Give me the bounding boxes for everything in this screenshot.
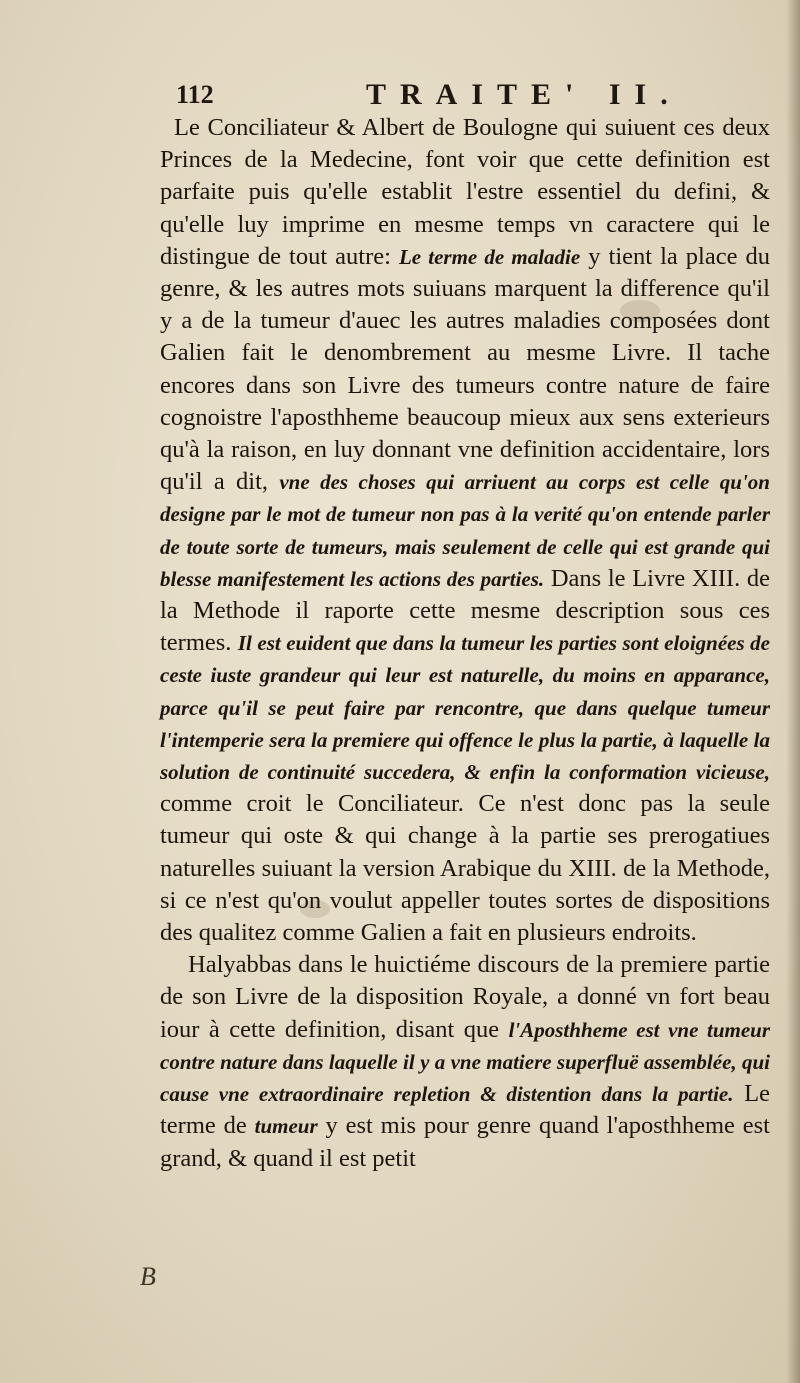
running-head (176, 78, 766, 112)
text-run: y tient la place du genre, & les autres mots suiuans marquent la difference qu'il y a de la tumeur d'auec les autres maladies composées dont Galien fait le denombrement au mesme Livre. Il tache encores dans son Livre des tumeurs contre nature de faire cognoistre l'aposthheme beaucoup mieux aux sens exterieurs qu'à la raison, en luy donnant vne definition accidentaire, lors qu'il a dit, (160, 242, 771, 496)
paragraph (160, 949, 770, 1174)
text-run: Dans le Livre XIII. de la Methode il raporte cette mesme description sous ces termes. (160, 564, 770, 657)
text-run: Halyabbas dans le huictiéme discours de la premiere partie de son Livre de la disposition Royale, a donné vn fort beau iour à cette definition, disant que (160, 951, 770, 1043)
paragraph (160, 112, 770, 949)
text-run: Le Conciliateur & Albert de Boulogne qui suiuent ces deux Princes de la Medecine, font voir que cette definition est parfaite puis qu'elle establit l'estre essentiel du defini, & qu'elle luy imprime en mesme temps vn caractere qui le distingue de tout autre: (160, 114, 770, 270)
italic-run: vne des choses qui arriuent au corps est celle qu'on designe par le mot de tumeur non pas à la verité qu'on entende parler de toute sorte de tumeurs, mais seulement de celle qui est grande qui blesse manifestement les actions des parties. (160, 470, 770, 591)
page-edge-shadow (786, 0, 800, 1383)
margin-mark: B (140, 1262, 156, 1291)
text-run: Le terme de (160, 1080, 770, 1140)
page-number: 112 (176, 80, 214, 109)
italic-run: tumeur (254, 1114, 318, 1139)
italic-run: Il est euident que dans la tumeur les parties sont eloignées de ceste iuste grandeur qui leur est naturelle, du moins en apparance, parce qu'il se peut faire par rencontre, que dans quelque tumeur l'intemperie sera la premiere qui offence le plus la partie, à laquelle la solution de continuité succedera, & enfin la conformation vicieuse, (160, 631, 770, 785)
running-title: TRAITE' II. (366, 78, 682, 111)
text-run: y est mis pour genre quand l'aposthheme est grand, & quand il est petit (160, 1112, 770, 1172)
italic-run: Le terme de maladie (398, 244, 581, 269)
text-run: comme croit le Conciliateur. Ce n'est donc pas la seule tumeur qui oste & qui change à la partie ses prerogatiues naturelles suiuant la version Arabique du XIII. de la Methode, si ce n'est qu'on voulut appeller toutes sortes de dispositions des qualitez comme Galien a fait en plusieurs endroits. (160, 790, 770, 947)
body-text (160, 112, 770, 1175)
italic-run: l'Aposthheme est vne tumeur contre nature dans laquelle il y a vne matiere superfluë assemblée, qui cause vne extraordinaire repletion & distention dans la partie. (160, 1017, 770, 1107)
